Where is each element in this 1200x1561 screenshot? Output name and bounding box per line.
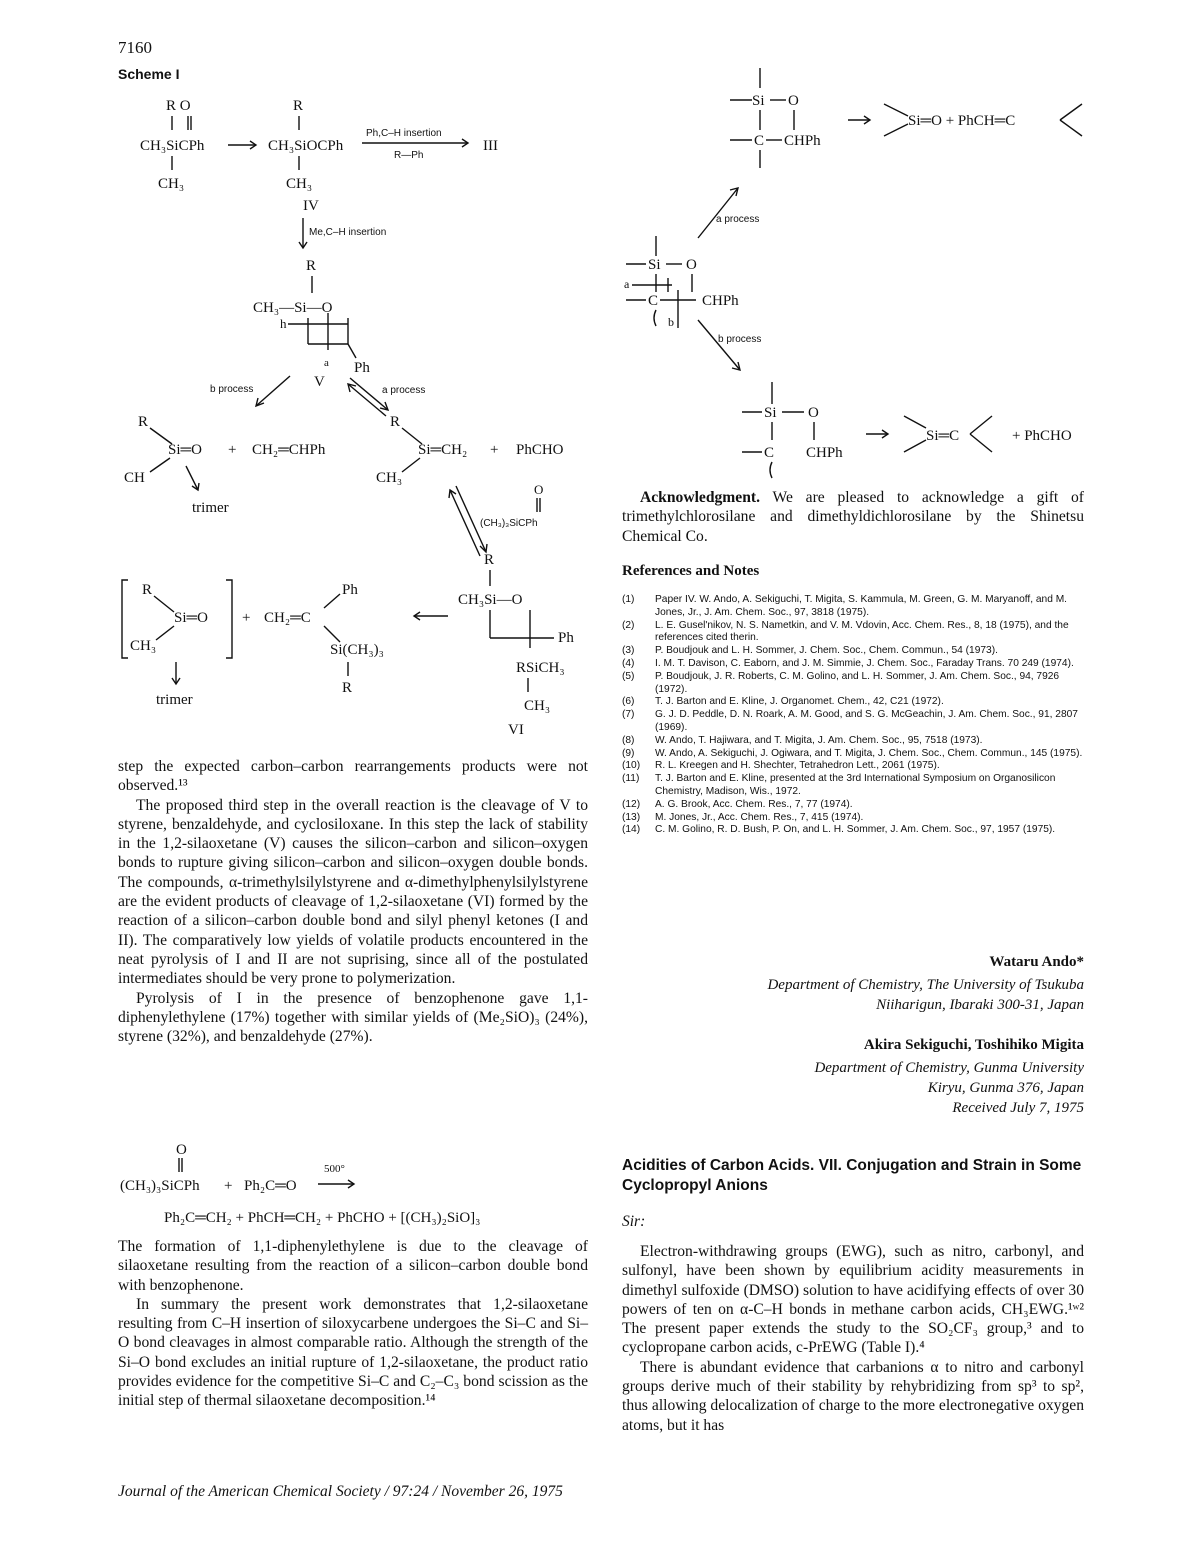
paragraph: The proposed third step in the overall reaction is the cleavage of V to styrene, benzaldehyde, and cyclosiloxane. In this step the lack of stability in the 1,2-silaoxetane (V) causes the silicon–carbon and silicon–oxygen bonds to rupture giving silicon–carbon and silicon–oxygen double bonds. The compounds, α-trimethylsilylstyrene and α-dimethylphenylsilylstyrene are the evident products of cleavage of 1,2-silaoxetane (VI) formed by the reaction of a silicon–carbon double bond and silyl phenyl ketones (I and II). The comparatively low yields of volatile products encountered in the neat pyrolysis of I and II are not suprising, since all of the postulated intermediates should be very prone to polymerization.	[118, 796, 588, 988]
bot-R: R	[142, 582, 153, 598]
reference-item: (10) R. L. Kreegen and H. Shechter, Tetrahedron Lett., 2061 (1975).	[622, 760, 940, 772]
reference-item: (3) P. Boudjouk and L. H. Sommer, J. Chem. Soc., Chem. Commun., 54 (1973).	[622, 645, 998, 657]
eq-products: Ph₂C═CH₂ + PhCH═CH₂ + PhCHO + [(CH₃)₂SiO]₃	[164, 1210, 481, 1226]
rb-product: Si═C	[926, 428, 960, 444]
bot-CH3: CH₃	[130, 638, 157, 654]
mid-SiCH2: Si═CH₂	[418, 442, 468, 458]
rb-plus: + PhCHO	[1012, 428, 1072, 444]
rm-b-process: b process	[718, 334, 762, 345]
reference-item: (14) C. M. Golino, R. D. Bush, P. On, and L. H. Sommer, J. Am. Chem. Soc., 97, 1957 (1975).	[622, 824, 1056, 836]
rm-O: O	[686, 257, 697, 273]
arrow1-below: R—Ph	[394, 150, 424, 161]
plus-2: +	[490, 442, 499, 458]
benzaldehyde: PhCHO	[516, 442, 564, 458]
rm-C: C	[648, 293, 659, 309]
rm-b: b	[668, 315, 674, 329]
a-process: a process	[382, 385, 426, 396]
rb-O: O	[808, 405, 819, 421]
vi-RSiCH3: RSiCH₃	[516, 660, 565, 676]
bot-SiO: Si═O	[174, 610, 208, 626]
vi-Ph: Ph	[558, 630, 574, 646]
reference-item: (13) M. Jones, Jr., Acc. Chem. Res., 7, 415 (1974).	[622, 811, 864, 823]
r1-mid: CH₃SiCPh	[140, 138, 205, 154]
page-number: 7160	[118, 38, 152, 57]
rt-product: Si═O + PhCH═C	[908, 113, 1016, 129]
received-date: Received July 7, 1975	[952, 1100, 1084, 1116]
ack-text: We are pleased to acknowledge a gift of trimethylchlorosilane and dimethyldichlorosilane by the Shinetsu Chemical Co.	[622, 489, 1084, 545]
eq-plus: +	[224, 1178, 233, 1194]
cyc-Ph: Ph	[354, 360, 370, 376]
author-name: Wataru Ando*	[989, 954, 1084, 970]
reference-item: (11) T. J. Barton and E. Kline, presented at the 3rd International Symposium on Organosilicon Chemistry, Madison, Wis., 1972.	[622, 773, 1056, 797]
rb-C: C	[764, 445, 775, 461]
author-affiliation: Niiharigun, Ibaraki 300-31, Japan	[876, 997, 1084, 1013]
equation	[118, 1138, 598, 1230]
rm-Si: Si	[648, 257, 661, 273]
rb-CHPh: CHPh	[806, 445, 843, 461]
plus-1: +	[228, 442, 237, 458]
rm-CHPh: CHPh	[702, 293, 739, 309]
label-VI: VI	[508, 722, 524, 738]
r2-bot: CH₃	[286, 176, 313, 192]
cyc-mid: CH₃—Si—O	[253, 300, 333, 316]
trimer-2: trimer	[156, 692, 193, 708]
plus-3: +	[242, 610, 251, 626]
left-column-text-2	[118, 1237, 588, 1411]
cyc-R: R	[306, 258, 317, 274]
r2-top: R	[293, 98, 304, 114]
reference-item: (7) G. J. D. Peddle, D. N. Roark, A. M. Good, and S. G. McGeachin, J. Am. Chem. Soc., 91, 2807 (1969).	[622, 709, 1078, 733]
reference-item: (12) A. G. Brook, Acc. Chem. Res., 7, 77 (1974).	[622, 798, 853, 810]
label-IV: IV	[303, 198, 319, 214]
article-body	[622, 1242, 1084, 1435]
acknowledgment	[622, 488, 1084, 546]
bot-R2: R	[342, 680, 353, 696]
vi-top: CH₃Si—O	[458, 592, 523, 608]
bot-SiMe3: Si(CH₃)₃	[330, 642, 384, 658]
product-III: III	[483, 138, 498, 154]
ack-heading: Acknowledgment.	[640, 489, 760, 506]
r2-mid: CH₃SiOCPh	[268, 138, 344, 154]
cyc-a: a	[324, 357, 329, 369]
bot-alkene: CH₂═C	[264, 610, 311, 626]
salutation: Sir:	[622, 1213, 646, 1230]
author-block-2	[622, 1037, 1084, 1118]
arrow-down-label: Me,C–H insertion	[309, 227, 387, 238]
rb-Si: Si	[764, 405, 777, 421]
eq-temp: 500°	[324, 1163, 345, 1175]
reagent-O: O	[534, 482, 544, 497]
mid-R: R	[390, 414, 401, 430]
bot-Ph: Ph	[342, 582, 358, 598]
trimer-1: trimer	[192, 500, 229, 516]
mid-CH: CH₃	[376, 470, 403, 486]
rt-CHPh: CHPh	[784, 133, 821, 149]
reagent: (CH₃)₃SiCPh	[480, 518, 538, 529]
paragraph: There is abundant evidence that carbanions α to nitro and carbonyl groups derive much of their stability by rehybridizing from sp³ to sp², thus allowing delocalization of charge to the more electronegative oxygen atoms, but it has	[622, 1358, 1084, 1434]
styrene: CH₂═CHPh	[252, 442, 326, 458]
scheme-diagram-right	[620, 60, 1100, 480]
b-process: b process	[210, 384, 254, 395]
reference-item: (6) T. J. Barton and E. Kline, J. Organomet. Chem., 42, C21 (1972).	[622, 696, 944, 708]
references-list	[622, 594, 1084, 837]
eq-reactant2: Ph₂C═O	[244, 1178, 297, 1194]
references-title: References and Notes	[622, 563, 760, 579]
reference-item: (5) P. Boudjouk, J. R. Roberts, C. M. Golino, and L. H. Sommer, J. Am. Chem. Soc., 94, 7926 (1972).	[622, 670, 1060, 695]
vi-CH3: CH₃	[524, 698, 551, 714]
author-name: Akira Sekiguchi, Toshihiko Migita	[863, 1037, 1084, 1053]
left-CH: CH	[124, 470, 145, 486]
vi-R: R	[484, 552, 495, 568]
author-affiliation: Kiryu, Gunma 376, Japan	[927, 1080, 1084, 1096]
paragraph: Pyrolysis of I in the presence of benzophenone gave 1,1-diphenylethylene (17%) together with similar yields of (Me₂SiO)₃ (24%), styrene (32%), and benzaldehyde (27%).	[118, 989, 588, 1046]
scheme-diagram-left	[118, 88, 598, 738]
reference-item: (4) I. M. T. Davison, C. Eaborn, and J. M. Simmie, J. Chem. Soc., Faraday Trans. 70 249 (1974).	[622, 657, 1074, 669]
eq-reactant1: (CH₃)₃SiCPh	[120, 1178, 200, 1194]
left-SiO: Si═O	[168, 442, 202, 458]
reference-item: (2) L. E. Gusel'nikov, N. S. Nametkin, and V. M. Vdovin, Acc. Chem. Res., 8, 18 (1975), and the references cited therin.	[622, 619, 1069, 644]
cyc-h: h	[280, 316, 287, 331]
author-affiliation: Department of Chemistry, The University of Tsukuba	[767, 977, 1084, 993]
r1-top: R O	[166, 98, 191, 114]
label-V: V	[314, 374, 325, 390]
rt-Si: Si	[752, 93, 765, 109]
rt-C: C	[754, 133, 765, 149]
reference-item: (8) W. Ando, T. Hajiwara, and T. Migita, J. Am. Chem. Soc., 95, 7518 (1973).	[622, 734, 983, 746]
paragraph: In summary the present work demonstrates that 1,2-silaoxetane resulting from C–H insertion of siloxycarbene undergoes the Si–C and Si–O bond cleavages in almost comparable ratio. Although the strength of the Si–O bond excludes an initial rupture of 1,2-silaoxetane, the product ratio provides evidence for the competitive Si–C and C₂–C₃ bond scission as the initial step of thermal silaoxetane decomposition.¹⁴	[118, 1295, 588, 1410]
reference-item: (9) W. Ando, A. Sekiguchi, J. Ogiwara, and T. Migita, J. Chem. Soc., Chem. Commun., 145 (1975).	[622, 747, 1083, 759]
left-column-text	[118, 757, 588, 1046]
eq-o: O	[176, 1142, 187, 1158]
left-R: R	[138, 414, 149, 430]
rt-O: O	[788, 93, 799, 109]
rt-a-process: a process	[716, 214, 760, 225]
r1-bot: CH₃	[158, 176, 185, 192]
paragraph: step the expected carbon–carbon rearrangements products were not observed.¹³	[118, 758, 588, 795]
author-affiliation: Department of Chemistry, Gunma University	[814, 1060, 1084, 1076]
author-block-1	[622, 954, 1084, 1015]
rm-a: a	[624, 277, 630, 291]
paragraph: Electron-withdrawing groups (EWG), such as nitro, carbonyl, and sulfonyl, have been shown by equilibrium acidity measurements in dimethyl sulfoxide (DMSO) solution to have acidifying effects of over 30 powers of ten on α-C–H bonds in methane carbon acids, CH₃EWG.¹ʷ² The present paper extends the study to the SO₂CF₃ group,³ and to cyclopropane carbon acids, c-PrEWG (Table I).⁴	[622, 1243, 1084, 1357]
article-title: Acidities of Carbon Acids. VII. Conjugation and Strain in Some Cyclopropyl Anions	[622, 1157, 1082, 1194]
paragraph: The formation of 1,1-diphenylethylene is due to the cleavage of silaoxetane resulting from the reaction of a silicon–carbon double bond with benzophenone.	[118, 1238, 588, 1294]
reference-item: (1) Paper IV. W. Ando, A. Sekiguchi, T. Migita, S. Kammula, M. Green, G. M. Maryanoff, and M. Jones, Jr., J. Am. Chem. Soc., 97, 3818 (1975).	[622, 594, 1068, 618]
arrow1-above: Ph,C–H insertion	[366, 128, 442, 139]
journal-footer: Journal of the American Chemical Society / 97:24 / November 26, 1975	[118, 1483, 563, 1500]
scheme-label: Scheme I	[118, 66, 180, 82]
